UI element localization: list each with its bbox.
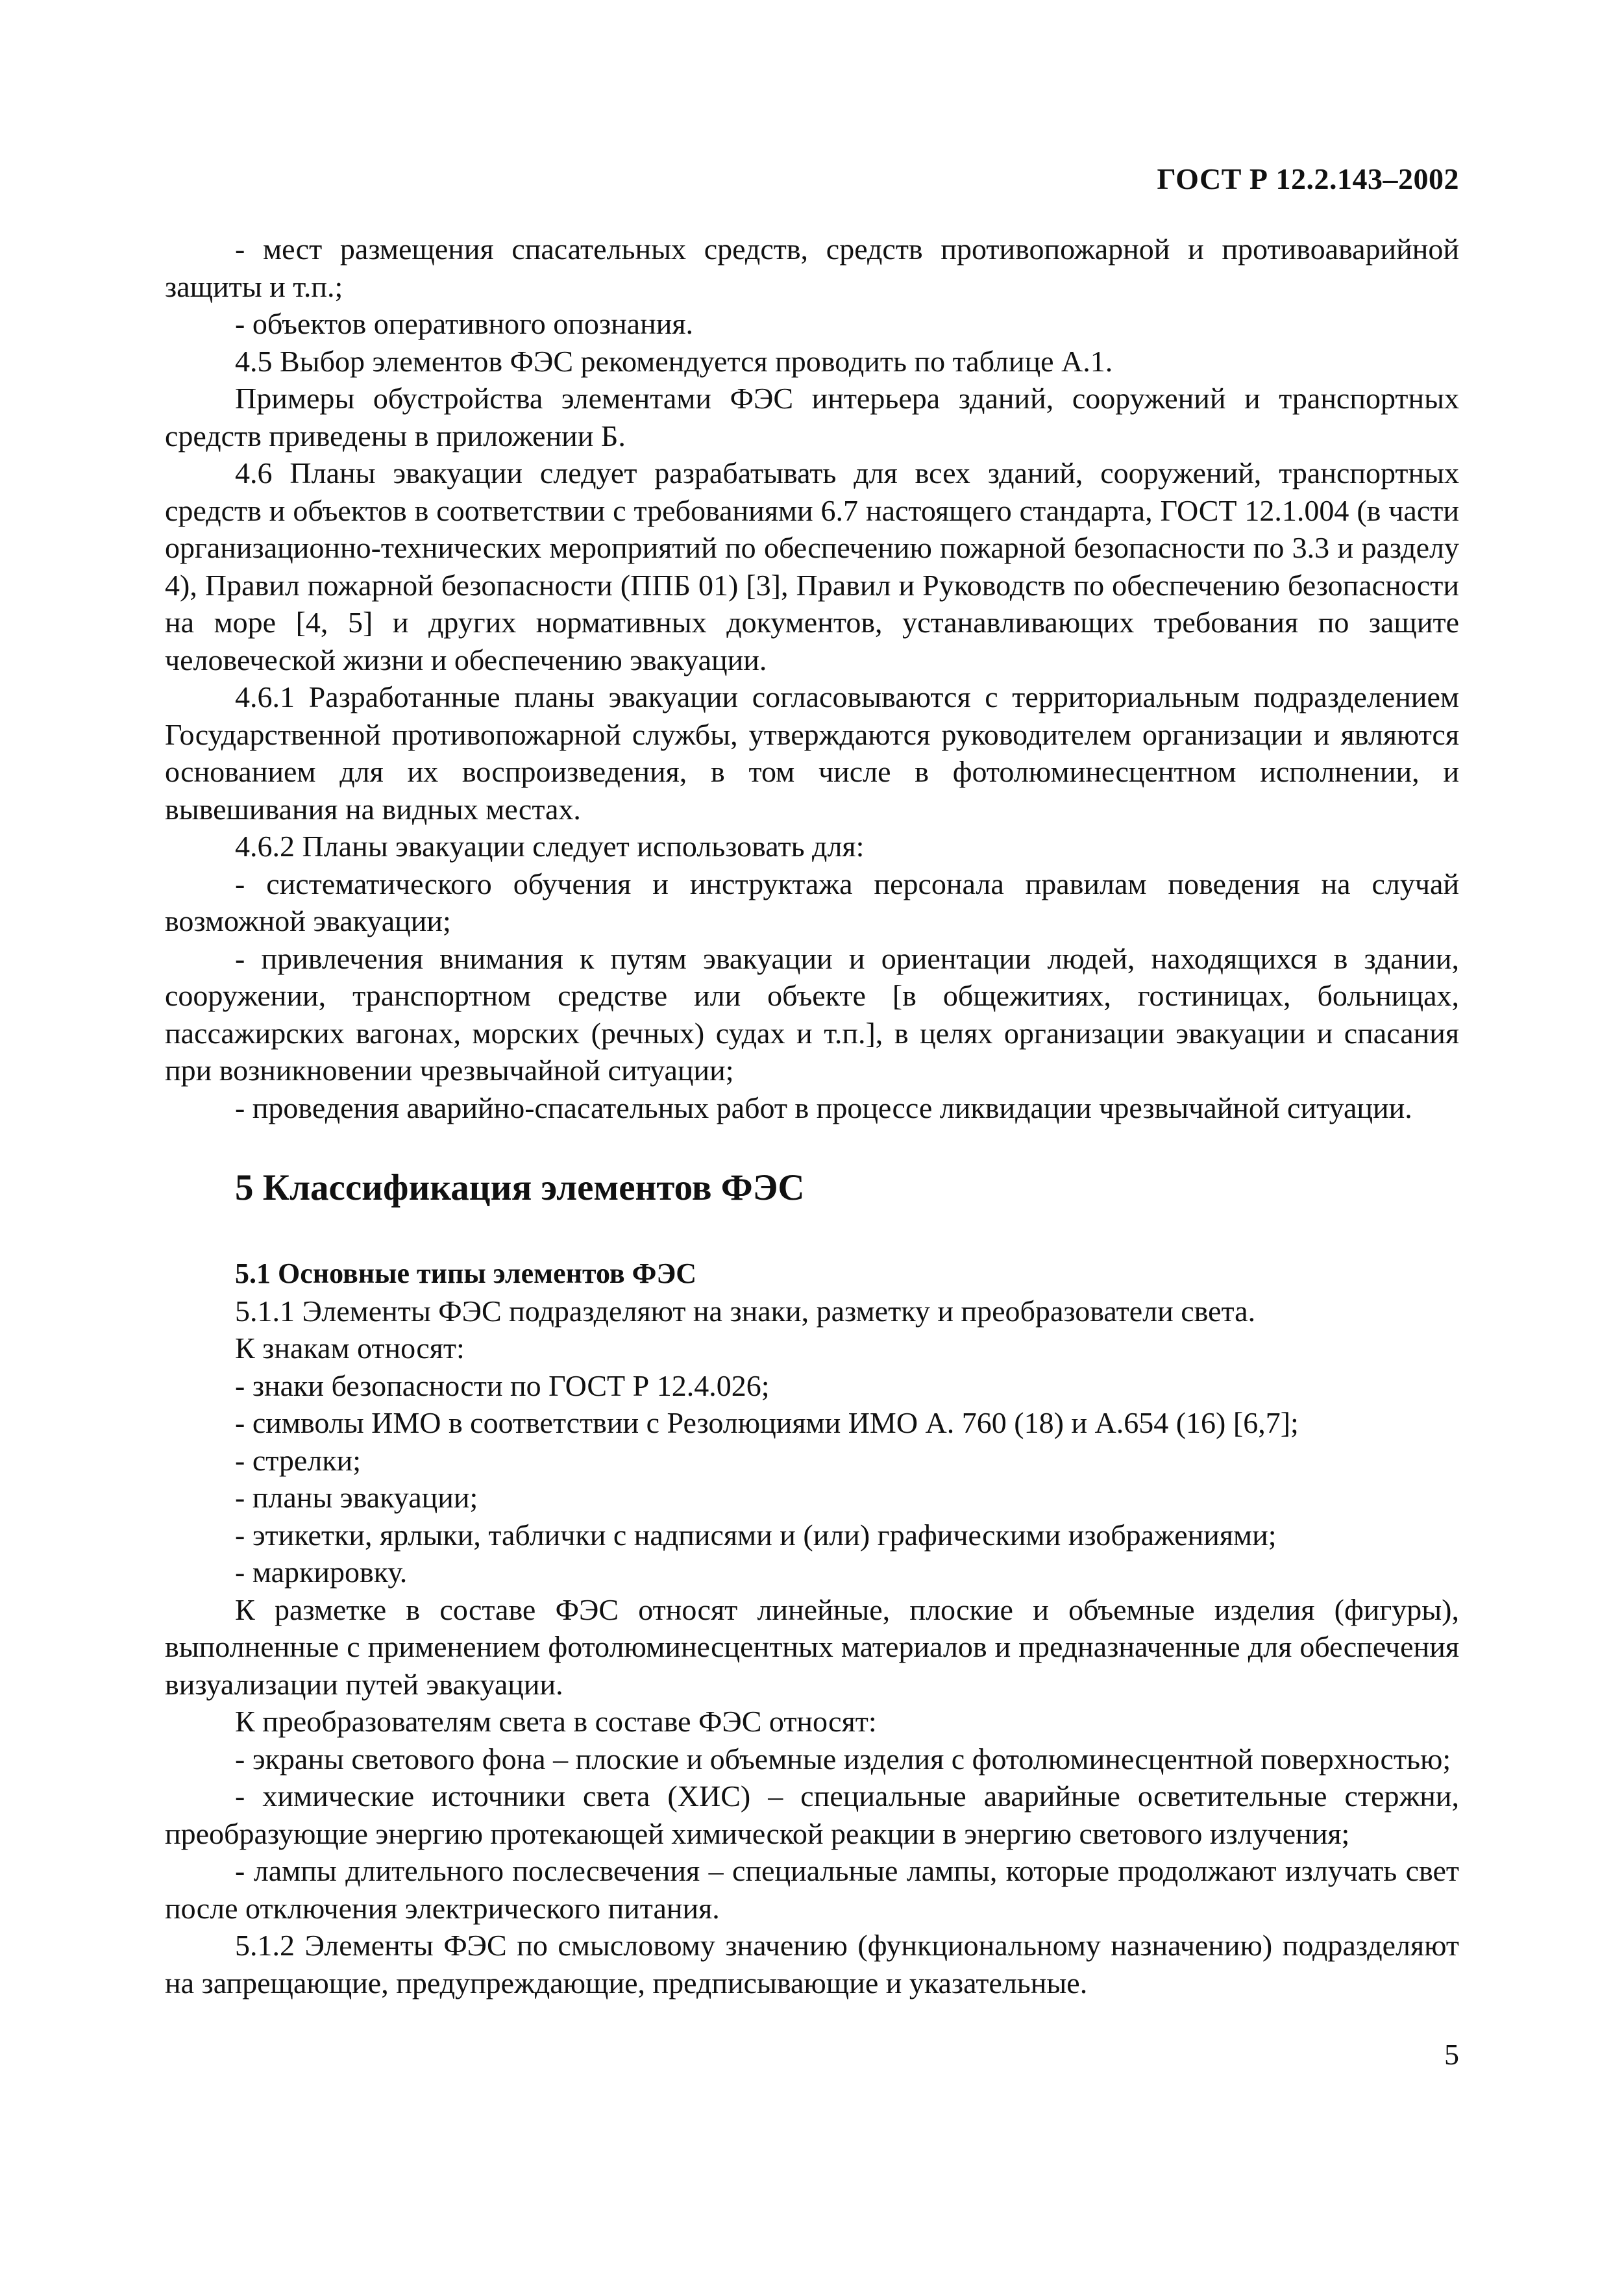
paragraph: К знакам относят:: [235, 1331, 465, 1365]
list-item: - лампы длительного послесвечения – специальные лампы, которые продолжают излучать свет после отключения электрического питания.: [165, 1854, 1459, 1925]
paragraph: 4.6.1 Разработанные планы эвакуации согласовываются с территориальным подразделением Государственной противопожарной службы, утверждаются руководителем организации и являются основанием для их воспроизведения, в том числе в фотолюминесцентном исполнении, и вывешивания на видных местах.: [165, 680, 1459, 826]
list-item: - стрелки;: [235, 1443, 362, 1477]
paragraph: - систематического обучения и инструктажа персонала правилам поведения на случай возможной эвакуации;: [165, 867, 1459, 937]
paragraph: К преобразователям света в составе ФЭС относят:: [235, 1705, 877, 1738]
list-item: - химические источники света (ХИС) – специальные аварийные осветительные стержни, преобразующие энергию протекающей химической реакции в энергию светового излучения;: [165, 1779, 1459, 1850]
document-header: ГОСТ Р 12.2.143–2002: [1157, 162, 1459, 195]
list-item: - знаки безопасности по ГОСТ Р 12.4.026;: [235, 1368, 770, 1402]
list-item: - символы ИМО в соответствии с Резолюциями ИМО А. 760 (18) и А.654 (16) [6,7];: [235, 1406, 1299, 1439]
paragraph: - привлечения внимания к путям эвакуации и ориентации людей, находящихся в здании, сооружении, транспортном средстве или объекте [в общежитиях, гостиницах, больницах, пассажирских вагонах, морских (речных) судах и т.п.], в целях организации эвакуации и спасания при возникновении чрезвычайной ситуации;: [165, 941, 1459, 1087]
paragraph: К разметке в составе ФЭС относят линейные, плоские и объемные изделия (фигуры), выполненные с применением фотолюминесцентных материалов и предназначенные для обеспечения визуализации путей эвакуации.: [165, 1592, 1459, 1701]
list-item: - планы эвакуации;: [235, 1481, 478, 1514]
paragraph: Примеры обустройства элементами ФЭС интерьера зданий, сооружений и транспортных средств приведены в приложении Б.: [165, 382, 1459, 452]
paragraph: - объектов оперативного опознания.: [235, 307, 693, 340]
paragraph: 4.6 Планы эвакуации следует разрабатывать для всех зданий, сооружений, транспортных средств и объектов в соответствии с требованиями 6.7 настоящего стандарта, ГОСТ 12.1.004 (в части организационно-технических мероприятий по обеспечению пожарной безопасности по 3.3 и разделу 4), Правил пожарной безопасности (ППБ 01) [3], Правил и Руководств по обеспечению безопасности на море [4, 5] и других нормативных документов, устанавливающих требования по защите человеческой жизни и обеспечению эвакуации.: [165, 456, 1459, 676]
document-body: [165, 230, 1459, 2001]
paragraph: 5.1.2 Элементы ФЭС по смысловому значению (функциональному назначению) подразделяют на запрещающие, предупреждающие, предписывающие и указательные.: [165, 1929, 1459, 1999]
paragraph: 5.1.1 Элементы ФЭС подразделяют на знаки, разметку и преобразователи света.: [235, 1294, 1256, 1328]
paragraph: 4.6.2 Планы эвакуации следует использовать для:: [235, 830, 865, 863]
page-number: 5: [1444, 2038, 1459, 2071]
section-title: 5 Классификация элементов ФЭС: [235, 1167, 805, 1208]
list-item: - экраны светового фона – плоские и объемные изделия с фотолюминесцентной поверхностью;: [235, 1742, 1451, 1776]
paragraph: - проведения аварийно-спасательных работ в процессе ликвидации чрезвычайной ситуации.: [235, 1091, 1412, 1124]
paragraph: 4.5 Выбор элементов ФЭС рекомендуется проводить по таблице А.1.: [235, 344, 1113, 378]
list-item: - этикетки, ярлыки, таблички с надписями и (или) графическими изображениями;: [235, 1518, 1277, 1552]
paragraph: - мест размещения спасательных средств, средств противопожарной и противоаварийной защиты и т.п.;: [165, 232, 1459, 303]
subsection-title: 5.1 Основные типы элементов ФЭС: [235, 1257, 697, 1289]
list-item: - маркировку.: [235, 1555, 408, 1589]
